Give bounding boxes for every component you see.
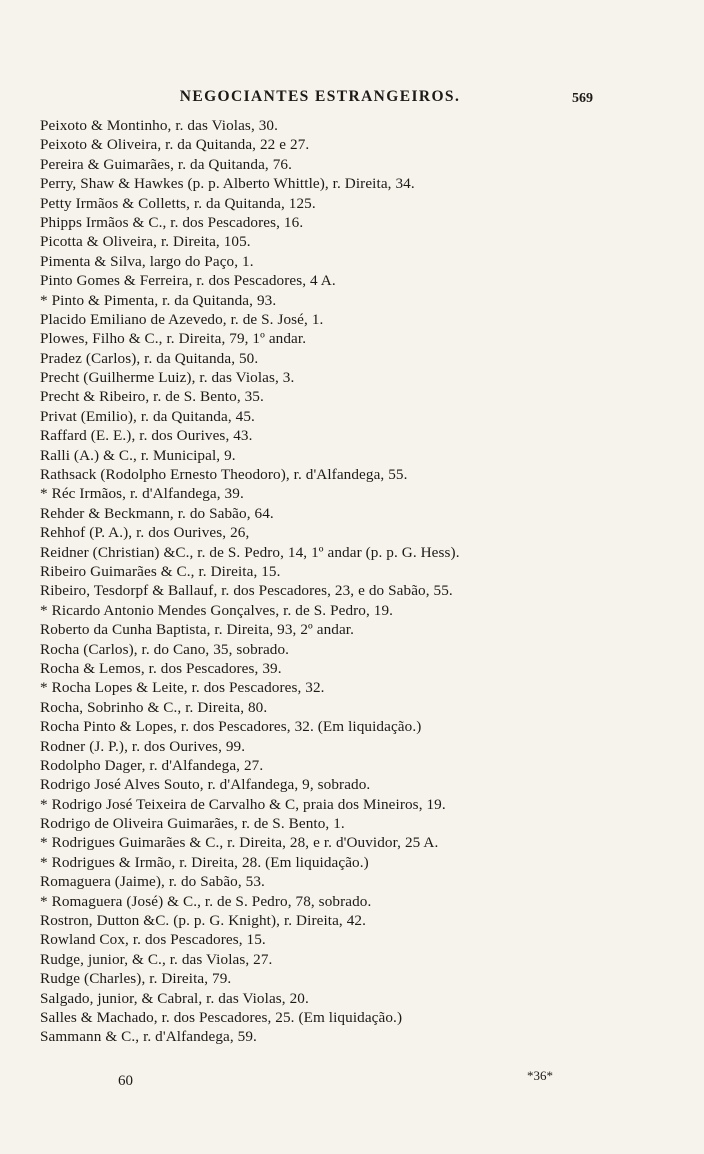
list-item: Salgado, junior, & Cabral, r. das Violas, 20.: [40, 989, 309, 1007]
list-item: Rodrigo José Alves Souto, r. d'Alfandega, 9, sobrado.: [40, 776, 371, 794]
page-number: 569: [572, 91, 593, 106]
list-item: Privat (Emilio), r. da Quitanda, 45.: [40, 407, 255, 425]
list-item: * Pinto & Pimenta, r. da Quitanda, 93.: [40, 291, 277, 309]
list-item: Rehhof (P. A.), r. dos Ourives, 26,: [40, 524, 250, 542]
list-item: Rocha Pinto & Lopes, r. dos Pescadores, 32. (Em liquidação.): [40, 718, 422, 736]
list-item: * Romaguera (José) & C., r. de S. Pedro, 78, sobrado.: [40, 892, 372, 910]
list-item: Salles & Machado, r. dos Pescadores, 25. (Em liquidação.): [40, 1008, 403, 1026]
list-item: Pradez (Carlos), r. da Quitanda, 50.: [40, 349, 259, 367]
list-item: Pinto Gomes & Ferreira, r. dos Pescadores, 4 A.: [40, 272, 336, 290]
list-item: Rostron, Dutton &C. (p. p. G. Knight), r. Direita, 42.: [40, 912, 367, 930]
list-item: Petty Irmãos & Colletts, r. da Quitanda, 125.: [40, 194, 316, 212]
list-item: Phipps Irmãos & C., r. dos Pescadores, 16.: [40, 213, 304, 231]
list-item: Ribeiro Guimarães & C., r. Direita, 15.: [40, 562, 281, 580]
list-item: Romaguera (Jaime), r. do Sabão, 53.: [40, 873, 265, 891]
list-item: Rocha, Sobrinho & C., r. Direita, 80.: [40, 698, 268, 716]
list-item: Rowland Cox, r. dos Pescadores, 15.: [40, 931, 266, 949]
list-item: Rathsack (Rodolpho Ernesto Theodoro), r. d'Alfandega, 55.: [40, 466, 408, 484]
list-item: Rudge (Charles), r. Direita, 79.: [40, 970, 232, 988]
list-item: Sammann & C., r. d'Alfandega, 59.: [40, 1028, 257, 1046]
list-item: Picotta & Oliveira, r. Direita, 105.: [40, 233, 251, 251]
list-item: * Ricardo Antonio Mendes Gonçalves, r. de S. Pedro, 19.: [40, 601, 394, 619]
list-item: Rodolpho Dager, r. d'Alfandega, 27.: [40, 756, 264, 774]
list-item: Rodner (J. P.), r. dos Ourives, 99.: [40, 737, 246, 755]
list-item: Perry, Shaw & Hawkes (p. p. Alberto Whittle), r. Direita, 34.: [40, 175, 415, 193]
list-item: * Réc Irmãos, r. d'Alfandega, 39.: [40, 485, 244, 503]
list-item: Raffard (E. E.), r. dos Ourives, 43.: [40, 427, 253, 445]
list-item: Pimenta & Silva, largo do Paço, 1.: [40, 252, 254, 270]
list-item: * Rodrigues & Irmão, r. Direita, 28. (Em liquidação.): [40, 853, 369, 871]
list-item: Reidner (Christian) &C., r. de S. Pedro, 14, 1º andar (p. p. G. Hess).: [40, 543, 460, 561]
list-item: Plowes, Filho & C., r. Direita, 79, 1º andar.: [40, 330, 307, 348]
merchant-list: [40, 116, 680, 1047]
list-item: Peixoto & Oliveira, r. da Quitanda, 22 e 27.: [40, 136, 310, 154]
list-item: Precht & Ribeiro, r. de S. Bento, 35.: [40, 388, 264, 406]
signature-mark: 60: [118, 1073, 133, 1089]
list-item: * Rodrigues Guimarães & C., r. Direita, 28, e r. d'Ouvidor, 25 A.: [40, 834, 439, 852]
list-item: Placido Emiliano de Azevedo, r. de S. José, 1.: [40, 310, 324, 328]
list-item: Peixoto & Montinho, r. das Violas, 30.: [40, 117, 279, 134]
catchword-mark: *36*: [527, 1068, 553, 1083]
list-item: Ribeiro, Tesdorpf & Ballauf, r. dos Pescadores, 23, e do Sabão, 55.: [40, 582, 453, 600]
list-item: * Rocha Lopes & Leite, r. dos Pescadores, 32.: [40, 679, 325, 697]
list-item: Precht (Guilherme Luiz), r. das Violas, 3.: [40, 369, 295, 387]
list-item: Rocha & Lemos, r. dos Pescadores, 39.: [40, 659, 282, 677]
list-item: Rehder & Beckmann, r. do Sabão, 64.: [40, 504, 274, 522]
list-item: Ralli (A.) & C., r. Municipal, 9.: [40, 446, 236, 464]
page-title: NEGOCIANTES ESTRANGEIROS.: [179, 88, 461, 105]
list-item: Roberto da Cunha Baptista, r. Direita, 93, 2º andar.: [40, 621, 355, 639]
list-item: * Rodrigo José Teixeira de Carvalho & C, praia dos Mineiros, 19.: [40, 795, 446, 813]
list-item: Rocha (Carlos), r. do Cano, 35, sobrado.: [40, 640, 290, 658]
list-item: Rodrigo de Oliveira Guimarães, r. de S. Bento, 1.: [40, 815, 345, 833]
list-item: Rudge, junior, & C., r. das Violas, 27.: [40, 950, 273, 968]
list-item: Pereira & Guimarães, r. da Quitanda, 76.: [40, 155, 292, 173]
